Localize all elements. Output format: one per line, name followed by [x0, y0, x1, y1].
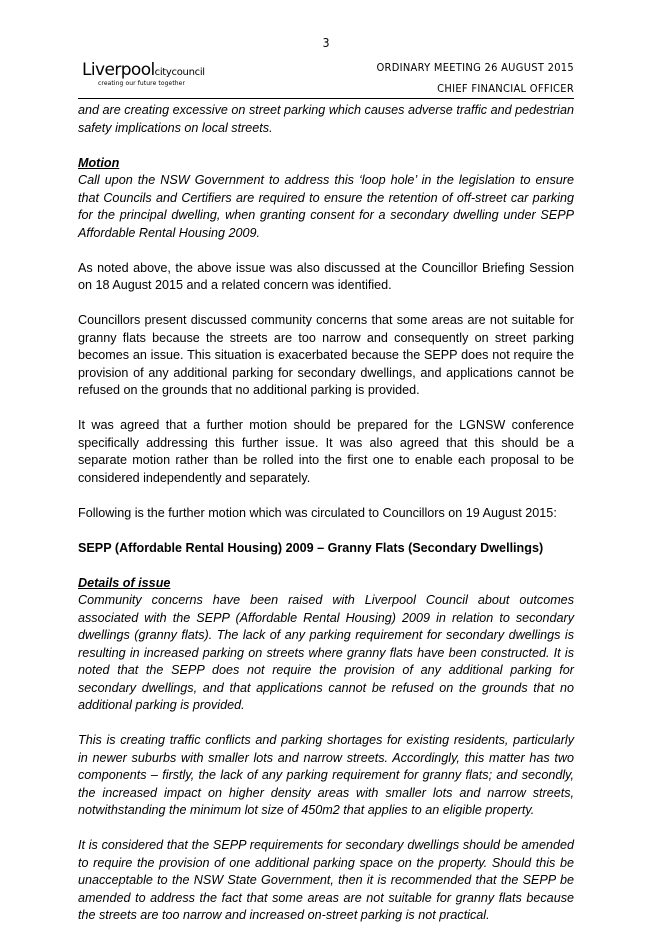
logo-tagline: creating our future together: [98, 80, 186, 87]
details-heading: Details of issue: [78, 575, 171, 590]
body-paragraph: Councillors present discussed community concerns that some areas are not suitable for granny flats because the streets are too narrow and consequently on street parking becomes an issue. This situation is exacerbated because the SEPP does not require the provision of any additional parking for secondary dwellings, and applications cannot be refused on the grounds that no additional parking is provided.: [78, 313, 574, 397]
page-number: 3: [322, 36, 330, 50]
body-paragraph: It was agreed that a further motion should be prepared for the LGNSW conference specifically addressing this further issue. It was also agreed that this should be a separate motion rather than be rolled into the first one to enable each proposal to be considered independently and separately.: [78, 418, 574, 485]
body-paragraph: As noted above, the above issue was also discussed at the Councillor Briefing Session on 18 August 2015 and a related concern was identified.: [78, 260, 574, 292]
department-title: CHIEF FINANCIAL OFFICER: [437, 82, 574, 95]
details-paragraph: This is creating traffic conflicts and parking shortages for existing residents, particularly in newer suburbs with smaller lots and narrow streets. Accordingly, this matter has two components – firstly, the lack of any parking requirement for granny flats; and secondly, the increased impact on higher density areas with smaller lots and narrow streets, notwithstanding the minimum lot size of 450m2 that applies to an eligible property.: [78, 733, 574, 817]
motion-heading: Motion: [78, 155, 120, 170]
logo-name-main: Liverpool: [82, 60, 155, 80]
document-body: [78, 102, 574, 942]
header-divider: [78, 98, 574, 99]
details-paragraph: It is considered that the SEPP requirements for secondary dwellings should be amended to require the provision of one additional parking space on the property. Should this be unacceptable to the NSW State Government, then it is recommended that the SEPP be amended to address the fact that some areas are not suitable for granny flats because the streets are too narrow and increased on-street parking is not practical.: [78, 838, 574, 922]
logo-wordmark: [82, 62, 205, 79]
continuation-paragraph: and are creating excessive on street parking which causes adverse traffic and pedestrian safety implications on local streets.: [78, 103, 574, 135]
details-paragraph: Community concerns have been raised with Liverpool Council about outcomes associated with the SEPP (Affordable Rental Housing) 2009 in relation to secondary dwellings (granny flats). The lack of any parking requirement for secondary dwellings is resulting in increased parking on streets where granny flats have been constructed. It is noted that the SEPP does not require the provision of any additional parking for secondary dwellings, and that applications cannot be refused on the grounds that no additional parking is provided.: [78, 593, 574, 712]
body-paragraph: Following is the further motion which was circulated to Councillors on 19 August 2015:: [78, 505, 557, 520]
motion-paragraph: Call upon the NSW Government to address this ‘loop hole’ in the legislation to ensure that Councils and Certifiers are required to ensure the retention of off-street car parking for the principal dwelling, when granting consent for a secondary dwelling under SEPP Affordable Rental Housing 2009.: [78, 173, 574, 240]
meeting-title: ORDINARY MEETING 26 AUGUST 2015: [376, 61, 574, 74]
sepp-heading: SEPP (Affordable Rental Housing) 2009 – Granny Flats (Secondary Dwellings): [78, 540, 544, 555]
logo-name-suffix: citycouncil: [154, 67, 205, 78]
council-logo: [82, 62, 205, 87]
